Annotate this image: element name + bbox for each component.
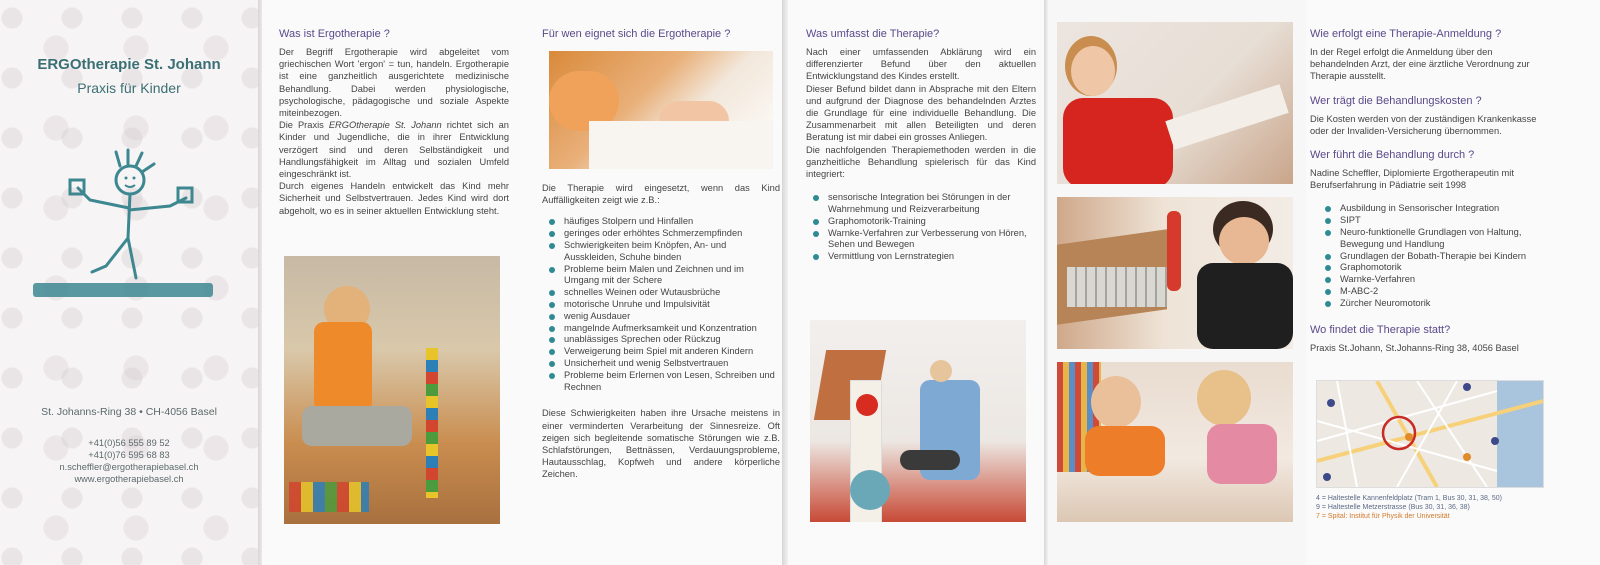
therapist-text: Nadine Scheffler, Diplomierte Ergotherapeutin mit Berufserfahrung in Pädiatrie seit 1998 xyxy=(1310,168,1514,191)
list-item: Schwierigkeiten beim Knöpfen, An- und Ausskleiden, Schuhe binden xyxy=(564,240,780,264)
column-registration xyxy=(1310,28,1550,354)
method-list xyxy=(806,192,1036,263)
cover-panel xyxy=(0,0,258,565)
list-item: Vermittlung von Lernstrategien xyxy=(828,251,1036,263)
contact-block xyxy=(0,437,258,485)
brand-title: ERGOtherapie St. Johann xyxy=(37,56,221,73)
registration-text: In der Regel erfolgt die Anmeldung über den behandelnden Arzt, der eine ärztliche Verordnung zur Therapie ausstellt. xyxy=(1310,47,1530,82)
phone-1: +41(0)56 555 89 52 xyxy=(88,438,170,448)
list-item: Probleme beim Malen und Zeichnen und im Umgang mit der Schere xyxy=(564,264,780,288)
list-item: Warnke-Verfahren zur Verbesserung von Hören, Sehen und Bewegen xyxy=(828,228,1036,252)
list-item: Unsicherheit und wenig Selbstvertrauen xyxy=(564,358,780,370)
what-is-text-2: Die Praxis ERGOtherapie St. Johann richtet sich an Kinder und Jugendliche, die in ihrer Entwicklung verzögert sind und deren Selbständigkeit und Handlungsfähigkeit im Alltag und sozialen Umfeld eingeschränkt ist. xyxy=(279,120,509,180)
list-item: Neuro-funktionelle Grundlagen von Haltung, Bewegung und Handlung xyxy=(1340,227,1550,251)
heading-registration: Wie erfolgt eine Therapie-Anmeldung ? xyxy=(1310,28,1502,40)
list-item: Graphomotorik xyxy=(1340,262,1550,274)
heading-for-whom: Für wen eignet sich die Ergotherapie ? xyxy=(542,28,731,40)
list-item: häufiges Stolpern und Hinfallen xyxy=(564,216,780,228)
email-link[interactable]: n.scheffler@ergotherapiebasel.ch xyxy=(59,462,199,472)
brand-subtitle: Praxis für Kinder xyxy=(77,80,181,96)
location-map[interactable] xyxy=(1316,380,1544,488)
list-item: schnelles Weinen oder Wutausbrüche xyxy=(564,287,780,299)
list-item: motorische Unruhe und Impulsivität xyxy=(564,299,780,311)
what-is-text-1: Der Begriff Ergotherapie wird abgeleitet vom griechischen Wort 'ergon' = tun, handeln. Ergotherapie ist eine ganzheitlich ausgerichtete medizinische Behandlung. Dabei werden physiologische, psychologische, pädagogische und soziale Aspekte miteinbezogen. xyxy=(279,47,509,119)
info-panel xyxy=(1306,0,1600,565)
what-is-text-3: Durch eigenes Handeln entwickelt das Kind mehr Sicherheit und Selbstvertrauen. Jedes Kind wird dort abgeholt, wo es in seiner aktuellen Entwicklung steht. xyxy=(279,181,509,216)
legend-hospital: 7 = Spital: Institut für Physik der Universität xyxy=(1316,513,1450,520)
legend-stop-9: 9 = Haltestelle Metzerstrasse (Bus 30, 31, 36, 38) xyxy=(1316,504,1470,511)
costs-text: Die Kosten werden von der zuständigen Krankenkasse oder der Invaliden-Versicherung übernommen. xyxy=(1310,113,1537,136)
list-item: Probleme beim Erlernen von Lesen, Schreiben und Rechnen xyxy=(564,370,780,394)
column-for-whom xyxy=(542,28,780,46)
list-item: sensorische Integration bei Störungen in der Wahrnehmung und Reizverarbeitung xyxy=(828,192,1036,216)
heading-costs: Wer trägt die Behandlungskosten ? xyxy=(1310,94,1482,107)
therapy-text-3: Die nachfolgenden Therapiemethoden werden in die ganzheitliche Behandlung spielerisch für das Kind integriert: xyxy=(806,144,1036,180)
list-item: Grundlagen der Bobath-Therapie bei Kindern xyxy=(1340,251,1550,263)
list-item: Graphomotorik-Training xyxy=(828,216,1036,228)
website-link[interactable]: www.ergotherapiebasel.ch xyxy=(74,474,184,484)
photo-children-playing xyxy=(1057,362,1293,522)
heading-therapist: Wer führt die Behandlung durch ? xyxy=(1310,149,1475,162)
list-item: unablässiges Sprechen oder Rückzug xyxy=(564,334,780,346)
ground-stroke xyxy=(33,283,213,297)
qualification-list xyxy=(1310,203,1550,309)
location-text: Praxis St.Johann, St.Johanns-Ring 38, 4056 Basel xyxy=(1310,342,1519,353)
column-what-is xyxy=(279,28,509,217)
inner-spread-left xyxy=(262,0,782,565)
photo-boy-stacking-blocks xyxy=(284,256,500,524)
heading-therapy-scope: Was umfasst die Therapie? xyxy=(806,28,940,40)
list-item: geringes oder erhöhtes Schmerzempfinden xyxy=(564,228,780,240)
list-item: Warnke-Verfahren xyxy=(1340,274,1550,286)
phone-2: +41(0)76 595 68 83 xyxy=(88,450,170,460)
for-whom-outro: Diese Schwierigkeiten haben ihre Ursache meistens in einer verminderten Verarbeitung der Sinnesreize. Oft zeigen sich begleitende somatische Störungen wie z.B. Schlafstörungen, Bettnässen, Verdauungsprobleme, Hautausschlag, Kopfweh und andere körperliche Zeichen. xyxy=(542,408,780,480)
list-item: wenig Ausdauer xyxy=(564,311,780,323)
column-therapy-scope xyxy=(806,28,1036,263)
heading-location: Wo findet die Therapie statt? xyxy=(1310,323,1451,336)
list-item: Verweigerung beim Spiel mit anderen Kindern xyxy=(564,346,780,358)
therapy-panel xyxy=(788,0,1046,565)
list-item: Zürcher Neuromotorik xyxy=(1340,298,1550,310)
list-item: mangelnde Aufmerksamkeit und Konzentration xyxy=(564,323,780,335)
therapy-text-1: Nach einer umfassenden Abklärung wird ein differenzierter Befund über den aktuellen Entwicklungstand des Kindes erstellt. xyxy=(806,47,1036,82)
list-item: Ausbildung in Sensorischer Integration xyxy=(1340,203,1550,215)
therapy-text-2: Dieser Befund bildet dann in Absprache mit den Eltern und aufgrund der Diagnose des behandelnden Arztes die Grundlage für eine individuelle Behandlung. Die Zusammenarbeit mit allen Beteiligten und deren Beratung ist mir dabei ein grosses Anliegen. xyxy=(806,83,1036,143)
photo-panel xyxy=(1048,0,1306,565)
photo-boy-xylophone xyxy=(1057,197,1293,349)
for-whom-body xyxy=(542,182,780,481)
photo-child-writing xyxy=(549,51,773,169)
map-legend xyxy=(1316,494,1556,521)
list-item: M-ABC-2 xyxy=(1340,286,1550,298)
list-item: SIPT xyxy=(1340,215,1550,227)
cover-address: St. Johanns-Ring 38 • CH-4056 Basel xyxy=(41,406,217,418)
heading-what-is: Was ist Ergotherapie ? xyxy=(279,28,390,40)
photo-girl-painting xyxy=(1057,22,1293,184)
legend-stop-4: 4 = Haltestelle Kannenfeldplatz (Tram 1, Bus 30, 31, 38, 50) xyxy=(1316,495,1502,502)
symptom-list xyxy=(542,216,780,393)
for-whom-intro: Die Therapie wird eingesetzt, wenn das Kind Auffälligkeiten zeigt wie z.B.: xyxy=(542,183,780,206)
photo-children-swing xyxy=(810,320,1026,522)
